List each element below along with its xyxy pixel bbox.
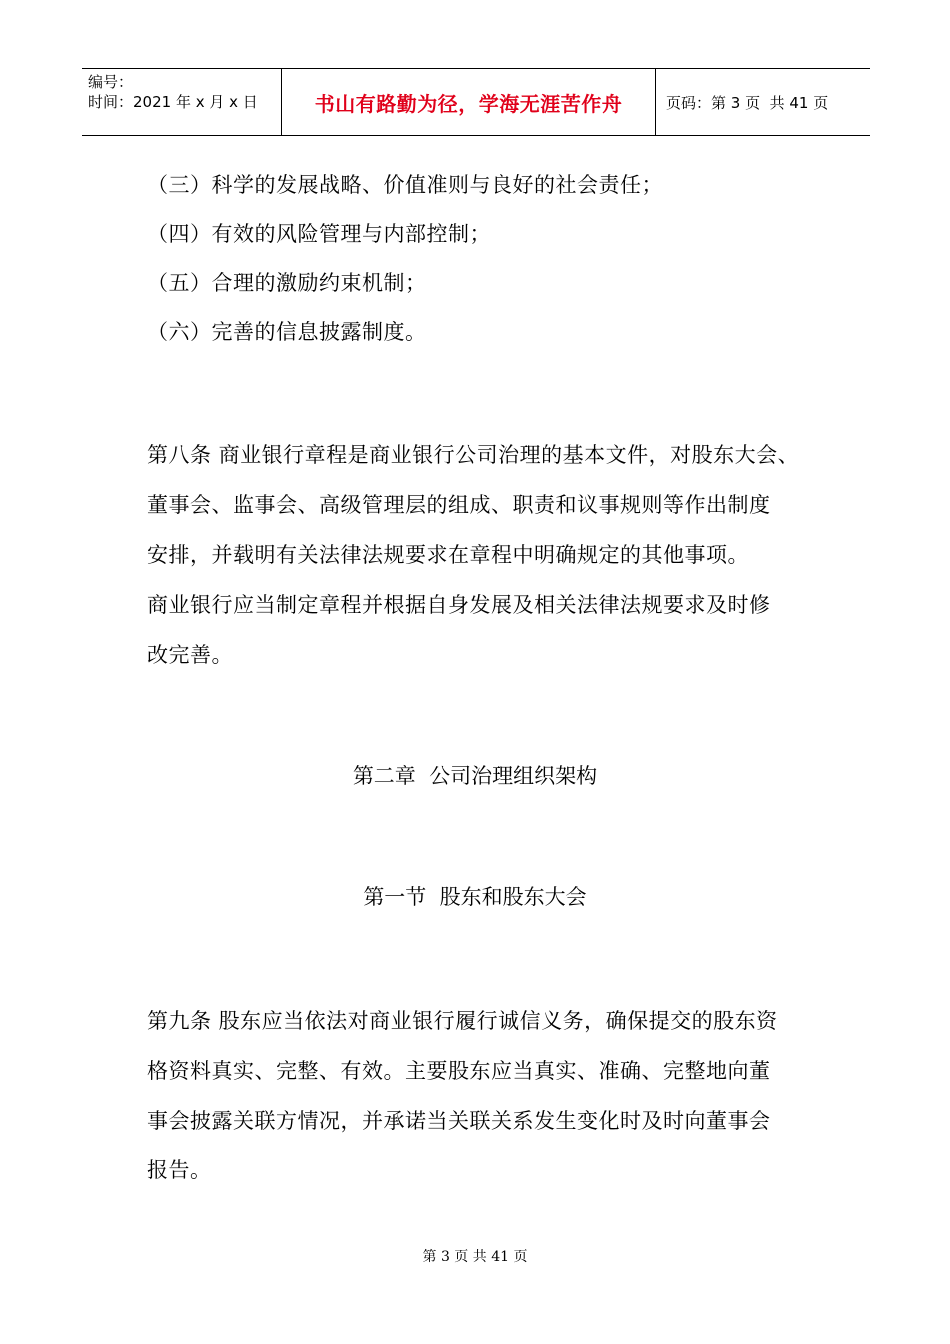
header-time-label: 时间：2021 年 x 月 x 日 (88, 93, 258, 111)
article-9-line: 报告。 (147, 1158, 212, 1182)
list-item: （六）完善的信息披露制度。 (147, 320, 427, 344)
header-page-label: 页码：第 3 页 共 41 页 (666, 93, 829, 112)
article-9-line: 第九条 股东应当依法对商业银行履行诚信义务，确保提交的股东资 (147, 1009, 778, 1033)
list-item: （三）科学的发展战略、价值准则与良好的社会责任； (147, 173, 663, 197)
section-title: 第一节 股东和股东大会 (363, 885, 587, 909)
page-footer: 第 3 页 共 41 页 (422, 1249, 528, 1265)
header-number-label: 编号： (88, 73, 134, 91)
document-header (82, 68, 870, 136)
article-8-line: 商业银行应当制定章程并根据自身发展及相关法律法规要求及时修 (147, 593, 771, 617)
list-item: （五）合理的激励约束机制； (147, 271, 427, 295)
list-item: （四）有效的风险管理与内部控制； (147, 222, 491, 246)
article-9-line: 格资料真实、完整、有效。主要股东应当真实、准确、完整地向董 (147, 1059, 771, 1083)
header-page-cell (656, 69, 870, 135)
chapter-title: 第二章 公司治理组织架构 (352, 764, 598, 788)
article-9-line: 事会披露关联方情况，并承诺当关联关系发生变化时及时向董事会 (147, 1109, 771, 1133)
header-motto: 书山有路勤为径，学海无涯苦作舟 (282, 69, 656, 135)
header-meta-cell (82, 69, 282, 135)
article-8-line: 改完善。 (147, 643, 233, 667)
article-8-line: 第八条 商业银行章程是商业银行公司治理的基本文件，对股东大会、 (147, 443, 800, 467)
article-8-line: 董事会、监事会、高级管理层的组成、职责和议事规则等作出制度 (147, 493, 771, 517)
article-8-line: 安排，并载明有关法律法规要求在章程中明确规定的其他事项。 (147, 543, 749, 567)
